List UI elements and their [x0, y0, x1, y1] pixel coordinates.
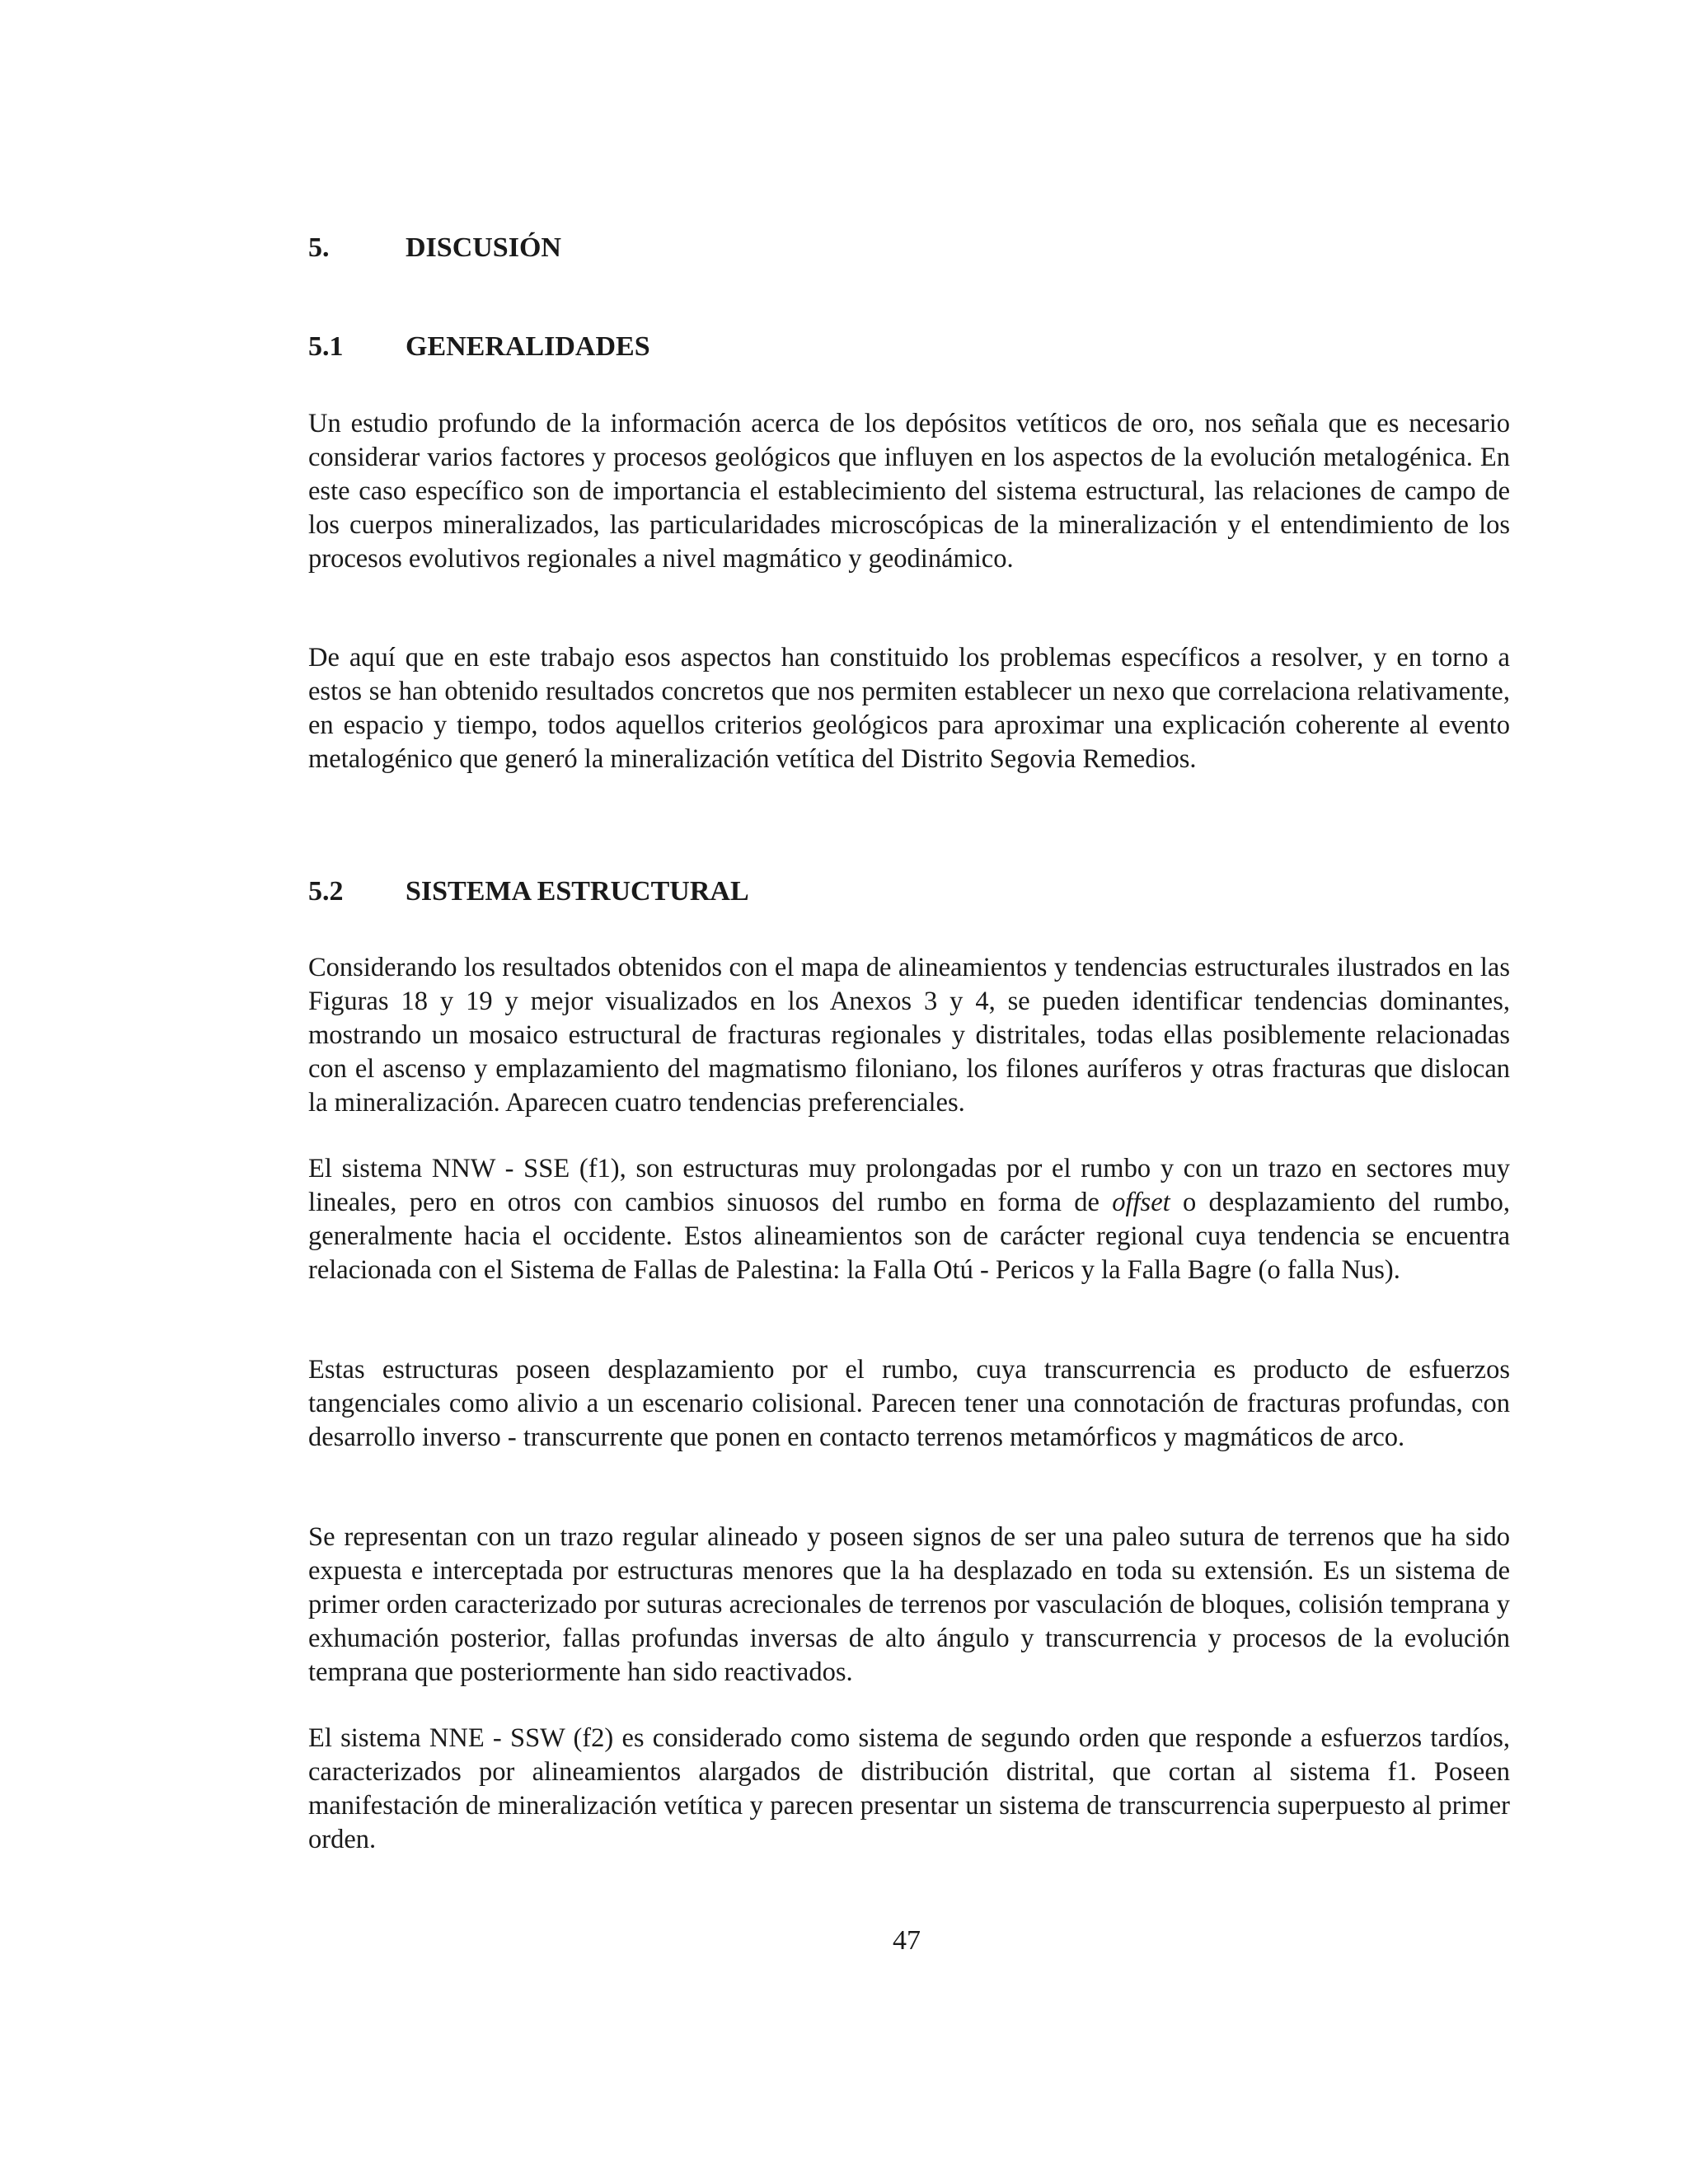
- section-number: 5.: [308, 232, 330, 263]
- subsection-heading-generalidades: [308, 330, 650, 363]
- paragraph-with-italic: [308, 1152, 1510, 1287]
- subsection-heading-sistema-estructural: [308, 875, 749, 908]
- paragraph: El sistema NNE - SSW (f2) es considerado como sistema de segundo orden que responde a esfuerzos tardíos, caracterizados por alineamientos alargados de distribución distrital, que cortan al sistema f1. Poseen manifestación de mineralización vetítica y parecen presentar un sistema de transcurrencia superpuesto al primer orden.: [308, 1723, 1510, 1854]
- subsection-title: SISTEMA ESTRUCTURAL: [406, 876, 749, 907]
- paragraph: Un estudio profundo de la información acerca de los depósitos vetíticos de oro, nos señala que es necesario considerar varios factores y procesos geológicos que influyen en los aspectos de la evolución metalogénica. En este caso específico son de importancia el establecimiento del sistema estructural, las relaciones de campo de los cuerpos mineralizados, las particularidades microscópicas de la mineralización y el entendimiento de los procesos evolutivos regionales a nivel magmático y geodinámico.: [308, 409, 1510, 574]
- paragraph-text: o desplazamiento del rumbo, generalmente hacia el occidente. Estos alineamientos son de carácter regional cuya tendencia se encuentra relacionada con el Sistema de Fallas de Palestina: la Falla Otú - Pericos y la Falla Bagre (o falla Nus).: [308, 1188, 1510, 1285]
- section-title: DISCUSIÓN: [406, 232, 561, 263]
- section-heading: [308, 232, 561, 265]
- paragraph: Considerando los resultados obtenidos con el mapa de alineamientos y tendencias estructurales ilustrados en las Figuras 18 y 19 y mejor visualizados en los Anexos 3 y 4, se pueden identificar tendencias dominantes, mostrando un mosaico estructural de fracturas regionales y distritales, todas ellas posiblemente relacionadas con el ascenso y emplazamiento del magmatismo filoniano, los filones auríferos y otras fracturas que dislocan la mineralización. Aparecen cuatro tendencias preferenciales.: [308, 953, 1510, 1118]
- subsection-title: GENERALIDADES: [406, 331, 650, 362]
- paragraph: Estas estructuras poseen desplazamiento por el rumbo, cuya transcurrencia es producto de esfuerzos tangenciales como alivio a un escenario colisional. Parecen tener una connotación de fracturas profundas, con desarrollo inverso - transcurrente que ponen en contacto terrenos metamórficos y magmáticos de arco.: [308, 1355, 1510, 1452]
- subsection-number: 5.1: [308, 331, 344, 362]
- italic-term: offset: [1112, 1188, 1170, 1217]
- subsection-number: 5.2: [308, 876, 344, 907]
- paragraph-text: El sistema NNW - SSE (f1), son estructuras muy prolongadas por el rumbo y con un trazo en sectores muy lineales, pero en otros con cambios sinuosos del rumbo en forma de: [308, 1154, 1510, 1217]
- paragraph: Se representan con un trazo regular alineado y poseen signos de ser una paleo sutura de terrenos que ha sido expuesta e interceptada por estructuras menores que la ha desplazado en toda su extensión. Es un sistema de primer orden caracterizado por suturas acrecionales de terrenos por vasculación de bloques, colisión temprana y exhumación posterior, fallas profundas inversas de alto ángulo y transcurrencia y procesos de la evolución temprana que posteriormente han sido reactivados.: [308, 1522, 1510, 1687]
- page-number: 47: [893, 1925, 921, 1956]
- paragraph: De aquí que en este trabajo esos aspectos han constituido los problemas específicos a resolver, y en torno a estos se han obtenido resultados concretos que nos permiten establecer un nexo que correlaciona relativamente, en espacio y tiempo, todos aquellos criterios geológicos para aproximar una explicación coherente al evento metalogénico que generó la mineralización vetítica del Distrito Segovia Remedios.: [308, 643, 1510, 774]
